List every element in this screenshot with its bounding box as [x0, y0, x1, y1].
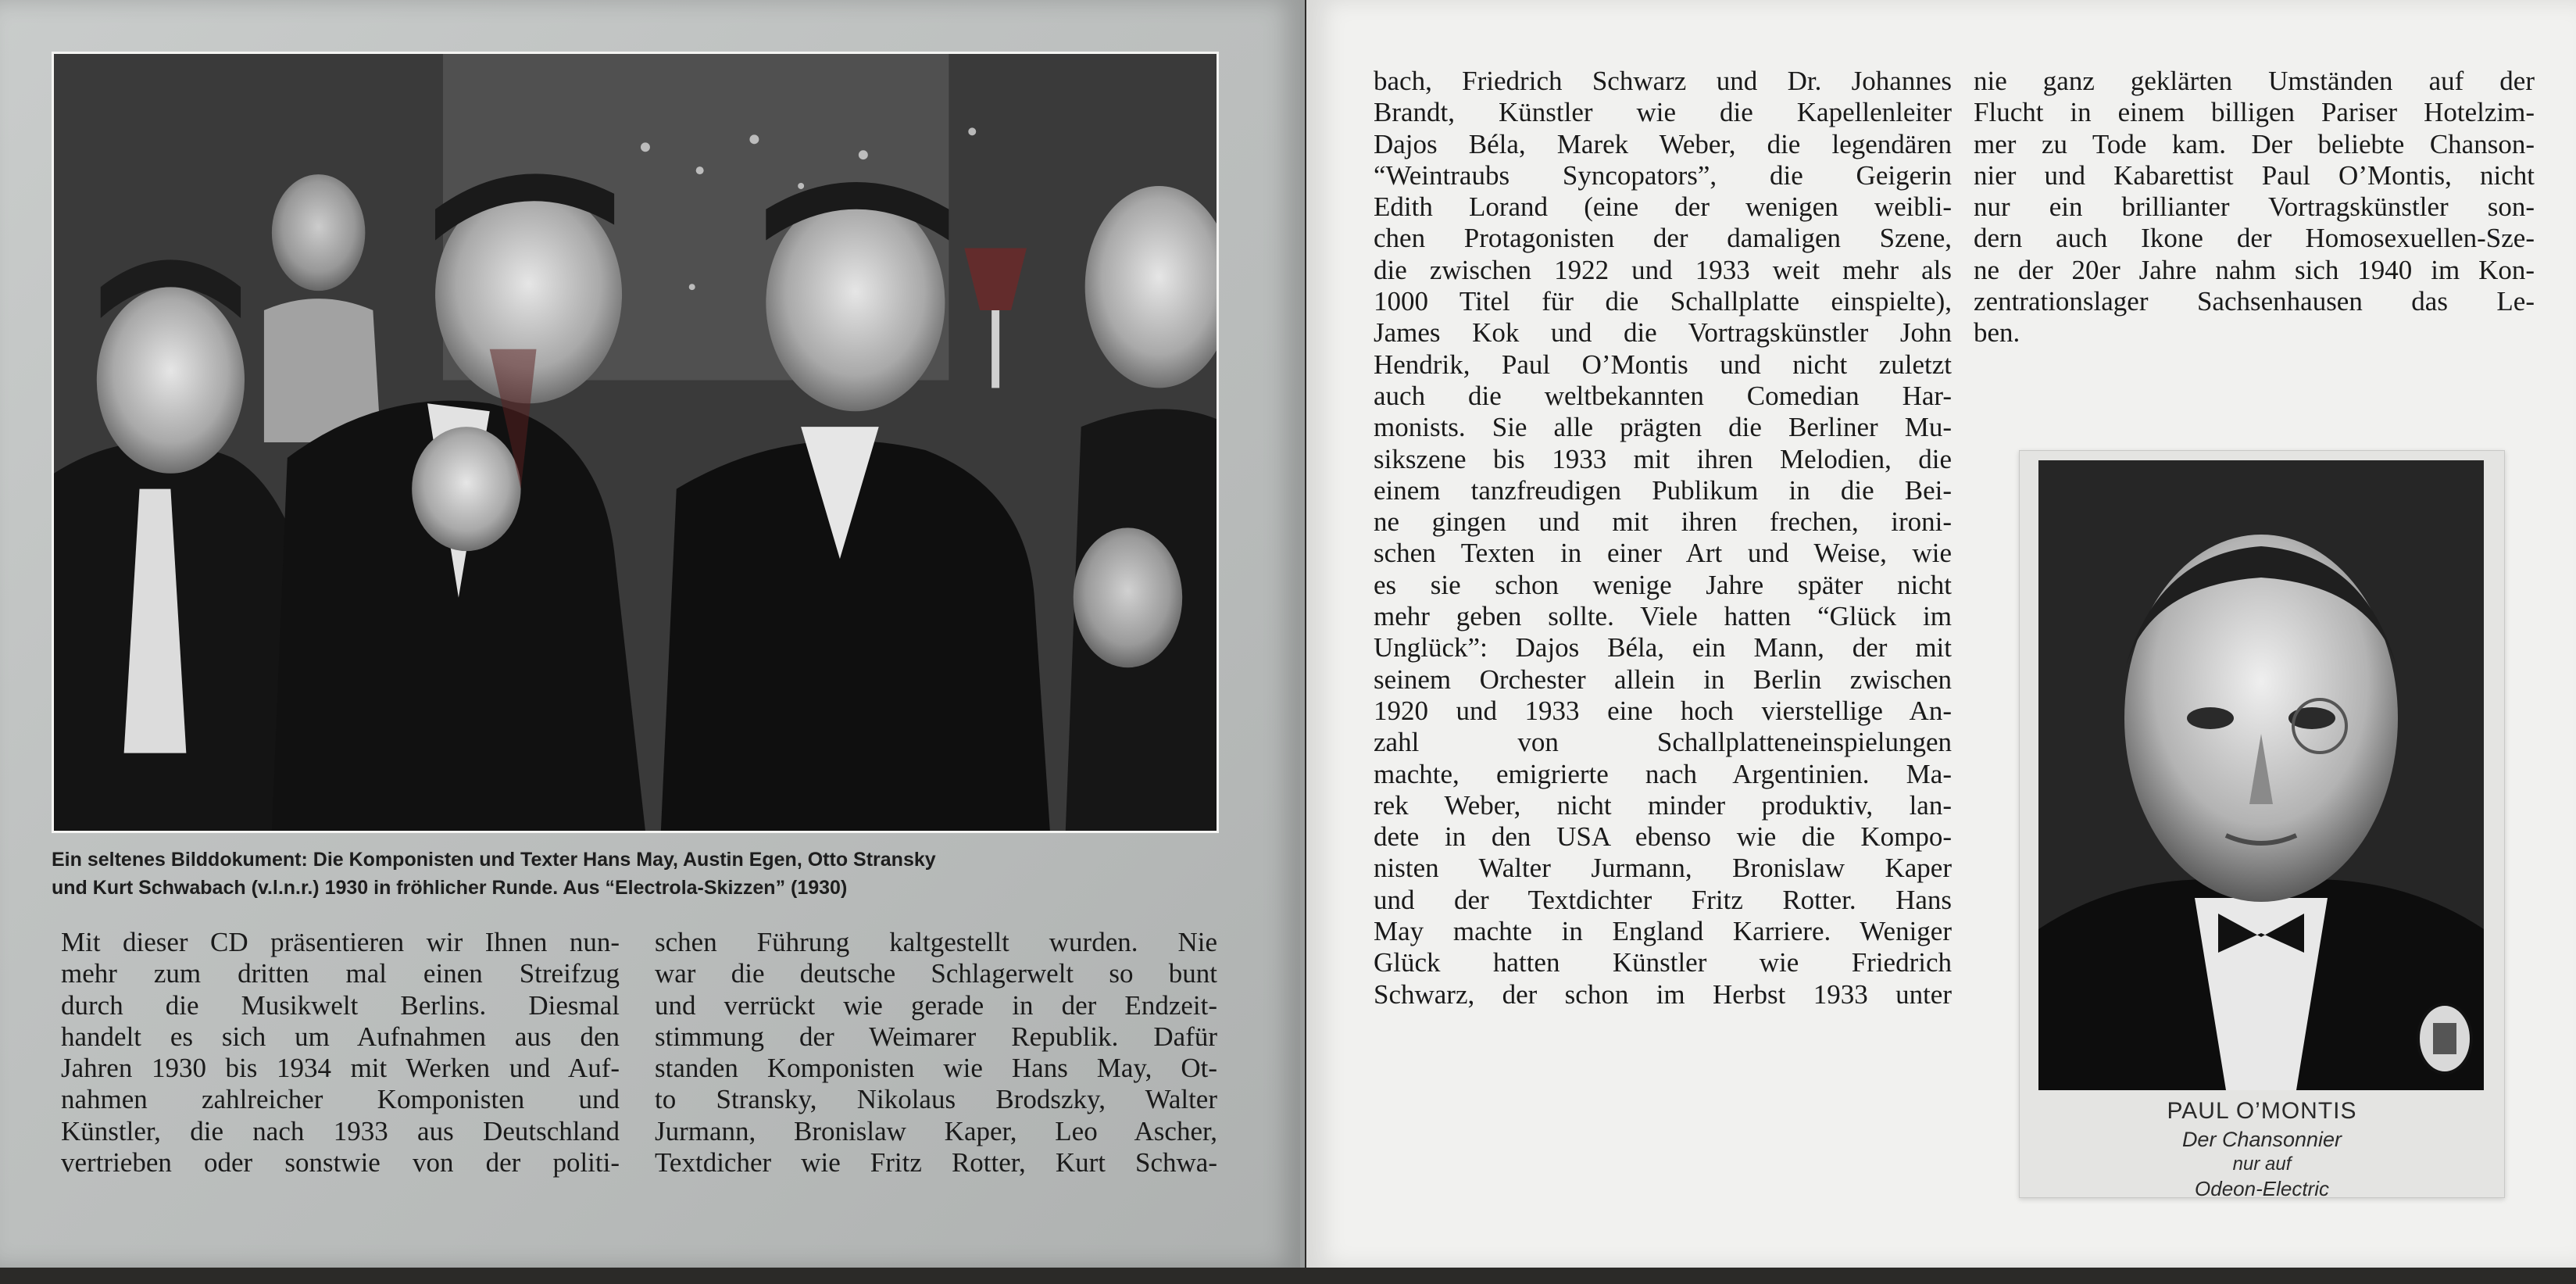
text-line: nisten Walter Jurmann, Bronislaw Kaper	[1374, 853, 1952, 884]
text-line: sikszene bis 1933 mit ihren Melodien, die	[1374, 443, 1952, 474]
text-line: war die deutsche Schlagerwelt so bunt	[655, 958, 1217, 989]
text-line: bach, Friedrich Schwarz und Dr. Johannes	[1374, 66, 1952, 96]
text-line: Schwarz, der schon im Herbst 1933 unter	[1374, 978, 1952, 1010]
text-line: vertrieben oder sonstwie von der politi-	[61, 1147, 620, 1178]
photo-caption	[52, 846, 1219, 902]
text-line: rek Weber, nicht minder produktiv, lan-	[1374, 789, 1952, 821]
text-line: Flucht in einem billigen Pariser Hotelzim-	[1974, 97, 2535, 128]
text-line: Mit dieser CD präsentieren wir Ihnen nun-	[61, 927, 620, 957]
text-line: stimmung der Weimarer Republik. Dafür	[655, 1021, 1217, 1052]
text-line: Jahren 1930 bis 1934 mit Werken und Auf-	[61, 1053, 620, 1084]
text-line: 1000 Titel für die Schallplatte einspielte),	[1374, 286, 1952, 317]
text-line: und verrückt wie gerade in der Endzeit-	[655, 989, 1217, 1021]
portrait-label: Odeon-Electric	[2195, 1177, 2329, 1200]
text-line: nur ein brillianter Vortragskünstler son-	[1974, 191, 2535, 223]
text-line: seinem Orchester allein in Berlin zwischen	[1374, 663, 1952, 695]
text-line: 1920 und 1933 eine hoch vierstellige An-	[1374, 695, 1952, 726]
text-line: auch die weltbekannten Comedian Har-	[1374, 380, 1952, 411]
text-line: schen Führung kaltgestellt wurden. Nie	[655, 927, 1217, 957]
text-line: standen Komponisten wie Hans May, Ot-	[655, 1053, 1217, 1084]
text-line: Edith Lorand (eine der wenigen weibli-	[1374, 191, 1952, 223]
text-line: zentrationslager Sachsenhausen das Le-	[1974, 286, 2535, 317]
text-line: dern auch Ikone der Homosexuellen-Sze-	[1974, 223, 2535, 254]
text-line: nahmen zahlreicher Komponisten und	[61, 1084, 620, 1115]
text-line: mer zu Tode kam. Der beliebte Chanson-	[1974, 128, 2535, 159]
text-line: die zwischen 1922 und 1933 weit mehr als	[1374, 254, 1952, 285]
text-line: Jurmann, Bronislaw Kaper, Leo Ascher,	[655, 1115, 1217, 1146]
text-line: Dajos Béla, Marek Weber, die legendären	[1374, 128, 1952, 159]
text-line: Glück hatten Künstler wie Friedrich	[1374, 947, 1952, 978]
portrait-photo	[2038, 460, 2484, 1090]
text-line: mehr geben sollte. Viele hatten “Glück im	[1374, 601, 1952, 632]
group-photo-illustration	[54, 54, 1217, 831]
text-line: to Stransky, Nikolaus Brodszky, Walter	[655, 1084, 1217, 1115]
text-line: James Kok und die Vortragskünstler John	[1374, 317, 1952, 349]
text-line: monists. Sie alle prägten die Berliner Mu-	[1374, 412, 1952, 443]
text-line: Unglück”: Dajos Béla, ein Mann, der mit	[1374, 632, 1952, 663]
text-line: schen Texten in einer Art und Weise, wie	[1374, 538, 1952, 569]
caption-line: Ein seltenes Bilddokument: Die Komponisten und Texter Hans May, Austin Egen, Otto Stransky	[52, 849, 936, 871]
text-line: Brandt, Künstler wie die Kapellenleiter	[1374, 97, 1952, 128]
text-line: handelt es sich um Aufnahmen aus den	[61, 1021, 620, 1052]
portrait-subtitle: Der Chansonnier	[2181, 1128, 2342, 1151]
portrait-illustration	[2038, 460, 2484, 1090]
text-line: durch die Musikwelt Berlins. Diesmal	[61, 989, 620, 1021]
text-line: nie ganz geklärten Umständen auf der	[1974, 66, 2535, 96]
text-line: und der Textdichter Fritz Rotter. Hans	[1374, 884, 1952, 915]
text-line: dete in den USA ebenso wie die Kompo-	[1374, 821, 1952, 853]
right-column-2	[1974, 66, 2535, 349]
text-line: mehr zum dritten mal einen Streifzug	[61, 958, 620, 989]
text-line: ne der 20er Jahre nahm sich 1940 im Kon-	[1974, 254, 2535, 285]
text-line: chen Protagonisten der damaligen Szene,	[1374, 223, 1952, 254]
portrait-name: PAUL O’MONTIS	[2167, 1098, 2357, 1124]
portrait-subtitle-2: nur auf	[2232, 1153, 2292, 1175]
right-column-1	[1374, 66, 1952, 1010]
text-line: einem tanzfreudigen Publikum in die Bei-	[1374, 474, 1952, 506]
text-line: ne gingen und mit ihren frechen, ironi-	[1374, 506, 1952, 538]
text-line: Textdicher wie Fritz Rotter, Kurt Schwa-	[655, 1147, 1217, 1178]
text-line: nier und Kabarettist Paul O’Montis, nicht	[1974, 159, 2535, 191]
text-line: ben.	[1974, 317, 2020, 349]
left-column-1	[61, 927, 620, 1178]
text-line: machte, emigrierte nach Argentinien. Ma-	[1374, 758, 1952, 789]
text-line: Künstler, die nach 1933 aus Deutschland	[61, 1115, 620, 1146]
group-photo	[52, 52, 1219, 833]
text-line: es sie schon wenige Jahre später nicht	[1374, 569, 1952, 600]
caption-line: und Kurt Schwabach (v.l.n.r.) 1930 in fröhlicher Runde. Aus “Electrola-Skizzen” (1930)	[52, 877, 848, 899]
text-line: Hendrik, Paul O’Montis und nicht zuletzt	[1374, 349, 1952, 380]
left-column-2	[655, 927, 1217, 1178]
portrait-caption	[2020, 1085, 2504, 1201]
text-line: “Weintraubs Syncopators”, die Geigerin	[1374, 159, 1952, 191]
portrait-card	[2019, 450, 2505, 1198]
text-line: May machte in England Karriere. Weniger	[1374, 916, 1952, 947]
text-line: zahl von Schallplatteneinspielungen	[1374, 727, 1952, 758]
